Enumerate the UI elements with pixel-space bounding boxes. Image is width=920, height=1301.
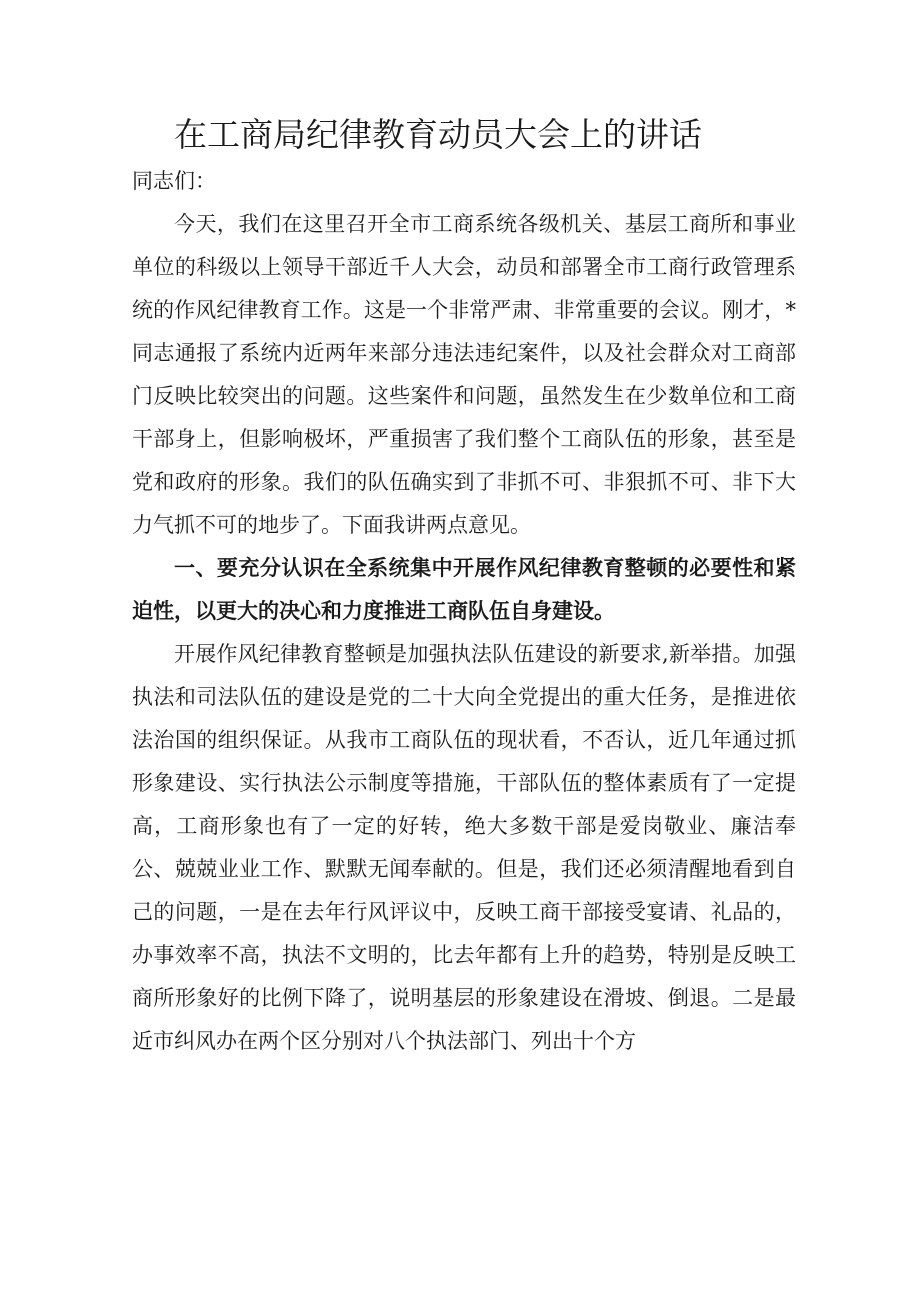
salutation: 同志们： xyxy=(132,169,216,193)
section-paragraph: 开展作风纪律教育整顿是加强执法队伍建设的新要求,新举措。加强执法和司法队伍的建设是党的二十大向全党提出的重大任务，是推进依法治国的组织保证。从我市工商队伍的现状看，不否认，近几年通过抓形象建设、实行执法公示制度等措施，干部队伍的整体素质有了一定提高，工商形象也有了一定的好转，绝大多数干部是爱岗敬业、廉洁奉公、兢兢业业工作、默默无闻奉献的。但是，我们还必须清醒地看到自己的问题，一是在去年行风评议中，反映工商干部接受宴请、礼品的，办事效率不高，执法不文明的，比去年都有上升的趋势，特别是反映工商所形象好的比例下降了，说明基层的形象建设在滑坡、倒退。二是最近市纠风办在两个区分别对八个执法部门、列出十个方 xyxy=(132,642,796,1053)
opening-paragraph: 今天，我们在这里召开全市工商系统各级机关、基层工商所和事业单位的科级以上领导干部近千人大会，动员和部署全市工商行政管理系统的作风纪律教育工作。这是一个非常严肃、非常重要的会议。刚才，*同志通报了系统内近两年来部分违法违纪案件，以及社会群众对工商部门反映比较突出的问题。这些案件和问题，虽然发生在少数单位和工商干部身上，但影响极坏，严重损害了我们整个工商队伍的形象，甚至是党和政府的形象。我们的队伍确实到了非抓不可、非狠抓不可、非下大力气抓不可的地步了。下面我讲两点意见。 xyxy=(132,212,796,537)
document-body xyxy=(132,160,796,1063)
section-heading: 一、要充分认识在全系统集中开展作风纪律教育整顿的必要性和紧迫性，以更大的决心和力度推进工商队伍自身建设。 xyxy=(132,556,796,623)
document-title: 在工商局纪律教育动员大会上的讲话 xyxy=(174,115,702,154)
